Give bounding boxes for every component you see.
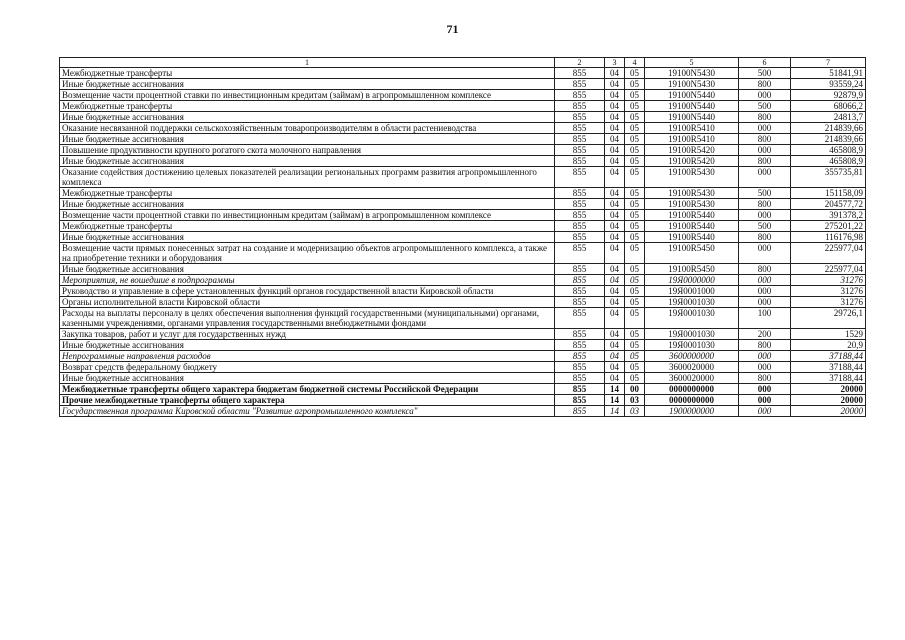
- row-subsection: 05: [625, 134, 645, 145]
- row-subsection: 03: [625, 395, 645, 406]
- table-row: [60, 145, 866, 156]
- row-amount: 465808,9: [791, 145, 866, 156]
- row-section: 04: [605, 232, 625, 243]
- row-ved-code: 855: [555, 297, 605, 308]
- row-ved-code: 855: [555, 199, 605, 210]
- row-subsection: 05: [625, 221, 645, 232]
- table-row: [60, 134, 866, 145]
- row-expense-type: 000: [739, 210, 791, 221]
- row-name: Межбюджетные трансферты: [60, 68, 555, 79]
- row-target-article: 19100N5430: [645, 68, 739, 79]
- row-subsection: 05: [625, 232, 645, 243]
- row-name: Иные бюджетные ассигнования: [60, 340, 555, 351]
- row-section: 04: [605, 243, 625, 264]
- row-expense-type: 500: [739, 221, 791, 232]
- row-target-article: 19Я0001030: [645, 329, 739, 340]
- row-section: 04: [605, 297, 625, 308]
- row-expense-type: 000: [739, 145, 791, 156]
- row-target-article: 19100R5430: [645, 167, 739, 188]
- row-name: Закупка товаров, работ и услуг для государственных нужд: [60, 329, 555, 340]
- row-section: 04: [605, 145, 625, 156]
- row-amount: 214839,66: [791, 123, 866, 134]
- row-section: 04: [605, 156, 625, 167]
- row-amount: 24813,7: [791, 112, 866, 123]
- row-amount: 391378,2: [791, 210, 866, 221]
- row-expense-type: 500: [739, 188, 791, 199]
- row-ved-code: 855: [555, 384, 605, 395]
- row-subsection: 05: [625, 68, 645, 79]
- row-section: 04: [605, 79, 625, 90]
- row-section: 04: [605, 329, 625, 340]
- table-row: [60, 264, 866, 275]
- row-target-article: 19100R5440: [645, 232, 739, 243]
- row-expense-type: 000: [739, 123, 791, 134]
- row-expense-type: 000: [739, 351, 791, 362]
- row-target-article: 3600020000: [645, 373, 739, 384]
- row-ved-code: 855: [555, 308, 605, 329]
- row-section: 04: [605, 373, 625, 384]
- row-name: Оказание несвязанной поддержки сельскохозяйственным товаропроизводителям в области растениеводства: [60, 123, 555, 134]
- row-section: 04: [605, 188, 625, 199]
- row-target-article: 3600000000: [645, 351, 739, 362]
- row-ved-code: 855: [555, 145, 605, 156]
- row-target-article: 19Я0001030: [645, 308, 739, 329]
- row-expense-type: 800: [739, 199, 791, 210]
- row-ved-code: 855: [555, 188, 605, 199]
- row-amount: 68066,2: [791, 101, 866, 112]
- row-section: 04: [605, 68, 625, 79]
- row-subsection: 00: [625, 384, 645, 395]
- row-target-article: 19100R5450: [645, 243, 739, 264]
- table-row: [60, 79, 866, 90]
- row-target-article: 19100R5430: [645, 188, 739, 199]
- row-name: Непрограммные направления расходов: [60, 351, 555, 362]
- row-ved-code: 855: [555, 286, 605, 297]
- row-ved-code: 855: [555, 232, 605, 243]
- row-name: Иные бюджетные ассигнования: [60, 134, 555, 145]
- row-ved-code: 855: [555, 362, 605, 373]
- row-name: Государственная программа Кировской области "Развитие агропромышленного комплекса": [60, 406, 555, 417]
- row-subsection: 03: [625, 406, 645, 417]
- row-ved-code: 855: [555, 243, 605, 264]
- row-name: Иные бюджетные ассигнования: [60, 156, 555, 167]
- row-target-article: 19100R5420: [645, 145, 739, 156]
- row-ved-code: 855: [555, 123, 605, 134]
- table-row: [60, 297, 866, 308]
- row-name: Иные бюджетные ассигнования: [60, 112, 555, 123]
- row-subsection: 05: [625, 90, 645, 101]
- row-target-article: 19100N5440: [645, 101, 739, 112]
- table-row: [60, 373, 866, 384]
- col-header-1: 1: [60, 58, 555, 68]
- row-amount: 92879,9: [791, 90, 866, 101]
- row-name: Повышение продуктивности крупного рогатого скота молочного направления: [60, 145, 555, 156]
- row-subsection: 05: [625, 210, 645, 221]
- row-target-article: 19Я0001000: [645, 286, 739, 297]
- row-expense-type: 000: [739, 395, 791, 406]
- row-target-article: 19100R5440: [645, 210, 739, 221]
- table-row: [60, 406, 866, 417]
- row-ved-code: 855: [555, 351, 605, 362]
- row-amount: 151158,09: [791, 188, 866, 199]
- table-row: [60, 123, 866, 134]
- row-subsection: 05: [625, 362, 645, 373]
- row-amount: 31276: [791, 286, 866, 297]
- row-expense-type: 000: [739, 297, 791, 308]
- row-amount: 225977,04: [791, 243, 866, 264]
- row-section: 04: [605, 275, 625, 286]
- table-row: [60, 112, 866, 123]
- row-section: 14: [605, 395, 625, 406]
- row-ved-code: 855: [555, 406, 605, 417]
- row-expense-type: 000: [739, 243, 791, 264]
- col-header-3: 3: [605, 58, 625, 68]
- row-ved-code: 855: [555, 275, 605, 286]
- table-row: [60, 232, 866, 243]
- row-expense-type: 800: [739, 79, 791, 90]
- row-section: 04: [605, 112, 625, 123]
- row-ved-code: 855: [555, 79, 605, 90]
- row-name: Органы исполнительной власти Кировской области: [60, 297, 555, 308]
- table-row: [60, 90, 866, 101]
- row-target-article: 19100N5430: [645, 79, 739, 90]
- row-name: Возмещение части процентной ставки по инвестиционным кредитам (займам) в агропромышленном комплексе: [60, 210, 555, 221]
- row-name: Возмещение части процентной ставки по инвестиционным кредитам (займам) в агропромышленном комплексе: [60, 90, 555, 101]
- row-section: 04: [605, 308, 625, 329]
- row-amount: 93559,24: [791, 79, 866, 90]
- table-row: [60, 156, 866, 167]
- row-expense-type: 800: [739, 264, 791, 275]
- row-ved-code: 855: [555, 112, 605, 123]
- row-target-article: 19100R5420: [645, 156, 739, 167]
- row-ved-code: 855: [555, 167, 605, 188]
- row-subsection: 05: [625, 79, 645, 90]
- row-subsection: 05: [625, 188, 645, 199]
- row-name: Иные бюджетные ассигнования: [60, 373, 555, 384]
- row-target-article: 19100N5440: [645, 90, 739, 101]
- row-target-article: 0000000000: [645, 384, 739, 395]
- table-row: [60, 275, 866, 286]
- row-section: 04: [605, 199, 625, 210]
- row-subsection: 05: [625, 373, 645, 384]
- row-amount: 116176,98: [791, 232, 866, 243]
- row-name: Иные бюджетные ассигнования: [60, 264, 555, 275]
- row-target-article: 3600020000: [645, 362, 739, 373]
- row-name: Оказание содействия достижению целевых показателей реализации региональных программ развития агропромышленного комплекса: [60, 167, 555, 188]
- row-subsection: 05: [625, 275, 645, 286]
- row-section: 04: [605, 264, 625, 275]
- row-expense-type: 800: [739, 340, 791, 351]
- row-subsection: 05: [625, 351, 645, 362]
- row-amount: 20000: [791, 395, 866, 406]
- row-subsection: 05: [625, 145, 645, 156]
- row-expense-type: 500: [739, 68, 791, 79]
- row-amount: 31276: [791, 275, 866, 286]
- row-expense-type: 800: [739, 112, 791, 123]
- row-name: Иные бюджетные ассигнования: [60, 199, 555, 210]
- row-name: Мероприятия, не вошедшие в подпрограммы: [60, 275, 555, 286]
- row-section: 04: [605, 167, 625, 188]
- col-header-2: 2: [555, 58, 605, 68]
- row-amount: 37188,44: [791, 373, 866, 384]
- row-section: 04: [605, 101, 625, 112]
- table-row: [60, 340, 866, 351]
- row-ved-code: 855: [555, 221, 605, 232]
- row-section: 14: [605, 406, 625, 417]
- row-name: Межбюджетные трансферты: [60, 188, 555, 199]
- row-expense-type: 800: [739, 156, 791, 167]
- row-name: Возмещение части прямых понесенных затрат на создание и модернизацию объектов агропромышленного комплекса, а также на приобретение техники и оборудования: [60, 243, 555, 264]
- row-expense-type: 800: [739, 373, 791, 384]
- row-target-article: 19Я0001030: [645, 340, 739, 351]
- table-row: [60, 167, 866, 188]
- row-subsection: 05: [625, 340, 645, 351]
- row-ved-code: 855: [555, 340, 605, 351]
- row-section: 14: [605, 384, 625, 395]
- col-header-5: 5: [645, 58, 739, 68]
- table-row: [60, 199, 866, 210]
- row-amount: 37188,44: [791, 362, 866, 373]
- row-expense-type: 100: [739, 308, 791, 329]
- row-name: Возврат средств федеральному бюджету: [60, 362, 555, 373]
- row-ved-code: 855: [555, 134, 605, 145]
- row-expense-type: 200: [739, 329, 791, 340]
- row-subsection: 05: [625, 243, 645, 264]
- row-expense-type: 500: [739, 101, 791, 112]
- row-section: 04: [605, 351, 625, 362]
- row-subsection: 05: [625, 123, 645, 134]
- row-amount: 214839,66: [791, 134, 866, 145]
- col-header-7: 7: [791, 58, 866, 68]
- row-amount: 20000: [791, 406, 866, 417]
- row-expense-type: 000: [739, 90, 791, 101]
- page-number: 71: [446, 22, 459, 36]
- row-amount: 29726,1: [791, 308, 866, 329]
- row-target-article: 19100R5410: [645, 134, 739, 145]
- row-amount: 355735,81: [791, 167, 866, 188]
- row-subsection: 05: [625, 101, 645, 112]
- row-name: Руководство и управление в сфере установленных функций органов государственной власти Кировской области: [60, 286, 555, 297]
- row-expense-type: 800: [739, 134, 791, 145]
- row-amount: 465808,9: [791, 156, 866, 167]
- table-row: [60, 68, 866, 79]
- table-row: [60, 286, 866, 297]
- row-section: 04: [605, 286, 625, 297]
- table-row: [60, 101, 866, 112]
- row-target-article: 19100R5450: [645, 264, 739, 275]
- row-target-article: 19100R5410: [645, 123, 739, 134]
- col-header-4: 4: [625, 58, 645, 68]
- col-header-6: 6: [739, 58, 791, 68]
- table-row: [60, 329, 866, 340]
- row-name: Межбюджетные трансферты: [60, 221, 555, 232]
- row-subsection: 05: [625, 112, 645, 123]
- column-number-row: [60, 58, 866, 68]
- table-row: [60, 210, 866, 221]
- row-amount: 31276: [791, 297, 866, 308]
- row-section: 04: [605, 90, 625, 101]
- table-row: [60, 221, 866, 232]
- row-section: 04: [605, 340, 625, 351]
- row-amount: 37188,44: [791, 351, 866, 362]
- row-subsection: 05: [625, 156, 645, 167]
- row-expense-type: 000: [739, 167, 791, 188]
- row-section: 04: [605, 123, 625, 134]
- row-expense-type: 000: [739, 362, 791, 373]
- table-row: [60, 188, 866, 199]
- row-ved-code: 855: [555, 373, 605, 384]
- row-amount: 51841,91: [791, 68, 866, 79]
- table-row: [60, 362, 866, 373]
- row-ved-code: 855: [555, 210, 605, 221]
- row-target-article: 19100R5430: [645, 199, 739, 210]
- row-target-article: 0000000000: [645, 395, 739, 406]
- row-ved-code: 855: [555, 395, 605, 406]
- row-subsection: 05: [625, 199, 645, 210]
- row-amount: 20000: [791, 384, 866, 395]
- row-ved-code: 855: [555, 90, 605, 101]
- table-row: [60, 351, 866, 362]
- table-row: [60, 308, 866, 329]
- row-name: Межбюджетные трансферты общего характера бюджетам бюджетной системы Российской Федерации: [60, 384, 555, 395]
- row-amount: 1529: [791, 329, 866, 340]
- row-ved-code: 855: [555, 264, 605, 275]
- row-section: 04: [605, 362, 625, 373]
- row-amount: 225977,04: [791, 264, 866, 275]
- row-subsection: 05: [625, 329, 645, 340]
- row-ved-code: 855: [555, 156, 605, 167]
- row-section: 04: [605, 210, 625, 221]
- row-name: Расходы на выплаты персоналу в целях обеспечения выполнения функций государственными (муниципальными) органами, казенными учреждениями, органами управления государственными внебюджетными фондами: [60, 308, 555, 329]
- row-target-article: 19Я0000000: [645, 275, 739, 286]
- row-subsection: 05: [625, 264, 645, 275]
- row-name: Иные бюджетные ассигнования: [60, 232, 555, 243]
- row-name: Межбюджетные трансферты: [60, 101, 555, 112]
- row-section: 04: [605, 221, 625, 232]
- row-subsection: 05: [625, 308, 645, 329]
- row-subsection: 05: [625, 297, 645, 308]
- row-expense-type: 800: [739, 232, 791, 243]
- row-amount: 204577,72: [791, 199, 866, 210]
- row-target-article: 19Я0001030: [645, 297, 739, 308]
- row-target-article: 19100R5440: [645, 221, 739, 232]
- row-amount: 275201,22: [791, 221, 866, 232]
- row-expense-type: 000: [739, 406, 791, 417]
- row-target-article: 1900000000: [645, 406, 739, 417]
- row-amount: 20,9: [791, 340, 866, 351]
- table-row: [60, 384, 866, 395]
- table-row: [60, 243, 866, 264]
- row-expense-type: 000: [739, 286, 791, 297]
- row-expense-type: 000: [739, 275, 791, 286]
- row-ved-code: 855: [555, 101, 605, 112]
- table-row: [60, 395, 866, 406]
- row-subsection: 05: [625, 286, 645, 297]
- row-subsection: 05: [625, 167, 645, 188]
- budget-table: [59, 57, 866, 417]
- row-section: 04: [605, 134, 625, 145]
- row-ved-code: 855: [555, 68, 605, 79]
- row-ved-code: 855: [555, 329, 605, 340]
- row-expense-type: 000: [739, 384, 791, 395]
- row-name: Иные бюджетные ассигнования: [60, 79, 555, 90]
- row-name: Прочие межбюджетные трансферты общего характера: [60, 395, 555, 406]
- row-target-article: 19100N5440: [645, 112, 739, 123]
